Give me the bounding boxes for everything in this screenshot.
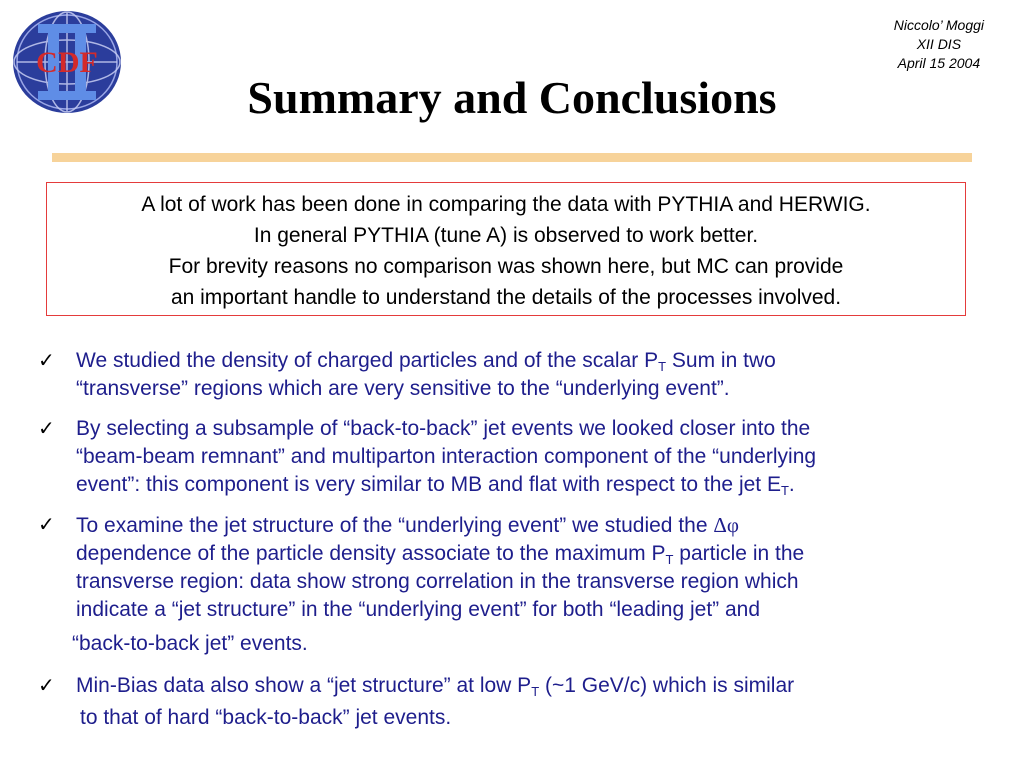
check-icon: ✓ bbox=[38, 675, 55, 697]
list-item bbox=[36, 415, 996, 499]
bullet-line: indicate a “jet structure” in the “underlying event” for both “leading jet” and bbox=[76, 598, 761, 621]
list-item bbox=[36, 347, 996, 403]
subscript: T bbox=[780, 483, 789, 498]
bullet-line: “transverse” regions which are very sensitive to the “underlying event”. bbox=[76, 377, 730, 400]
bullet-line bbox=[76, 511, 996, 540]
summary-line: an important handle to understand the details of the processes involved. bbox=[170, 286, 842, 309]
bullet-line bbox=[76, 347, 996, 375]
summary-line: A lot of work has been done in comparing the data with PYTHIA and HERWIG. bbox=[141, 193, 871, 216]
subscript: T bbox=[531, 684, 540, 699]
subscript: T bbox=[658, 359, 667, 374]
title-divider bbox=[52, 153, 972, 162]
list-item bbox=[36, 672, 996, 732]
author: Niccolo’ Moggi bbox=[893, 17, 984, 33]
bullet-line: “back-to-back jet” events. bbox=[72, 632, 308, 655]
text: particle in the bbox=[673, 542, 805, 565]
text: Sum in two bbox=[666, 349, 776, 372]
bullet-line: transverse region: data show strong correlation in the transverse region which bbox=[76, 570, 799, 593]
text: dependence of the particle density associate to the maximum P bbox=[76, 542, 666, 565]
delta-phi-symbol: Δφ bbox=[713, 513, 739, 537]
logo-text: CDF bbox=[36, 46, 98, 79]
text: event”: this component is very similar to MB and flat with respect to the jet E bbox=[76, 473, 781, 496]
list-item bbox=[36, 511, 996, 658]
summary-line: For brevity reasons no comparison was shown here, but MC can provide bbox=[168, 255, 844, 278]
text: To examine the jet structure of the “underlying event” we studied the bbox=[76, 514, 714, 537]
bullet-line bbox=[76, 540, 996, 568]
conference: XII DIS bbox=[916, 36, 962, 52]
text: . bbox=[788, 473, 795, 496]
text: We studied the density of charged particles and of the scalar P bbox=[76, 349, 659, 372]
date: April 15 2004 bbox=[897, 55, 981, 71]
text: (~1 GeV/c) which is similar bbox=[539, 674, 795, 697]
bullet-line: “beam-beam remnant” and multiparton interaction component of the “underlying bbox=[76, 445, 817, 468]
summary-line: In general PYTHIA (tune A) is observed to work better. bbox=[253, 224, 759, 247]
check-icon: ✓ bbox=[38, 418, 55, 440]
bullet-line bbox=[76, 672, 996, 700]
text: Min-Bias data also show a “jet structure” at low P bbox=[76, 674, 532, 697]
check-icon: ✓ bbox=[38, 514, 55, 536]
subscript: T bbox=[665, 552, 674, 567]
bullet-line: By selecting a subsample of “back-to-back” jet events we looked closer into the bbox=[76, 417, 811, 440]
bullet-line bbox=[76, 471, 996, 499]
page-title: Summary and Conclusions bbox=[247, 72, 777, 123]
check-icon: ✓ bbox=[38, 350, 55, 372]
bullet-line: to that of hard “back-to-back” jet events. bbox=[80, 706, 452, 729]
conclusions-list bbox=[36, 347, 996, 746]
slide-meta bbox=[894, 16, 984, 73]
summary-box bbox=[46, 182, 966, 316]
